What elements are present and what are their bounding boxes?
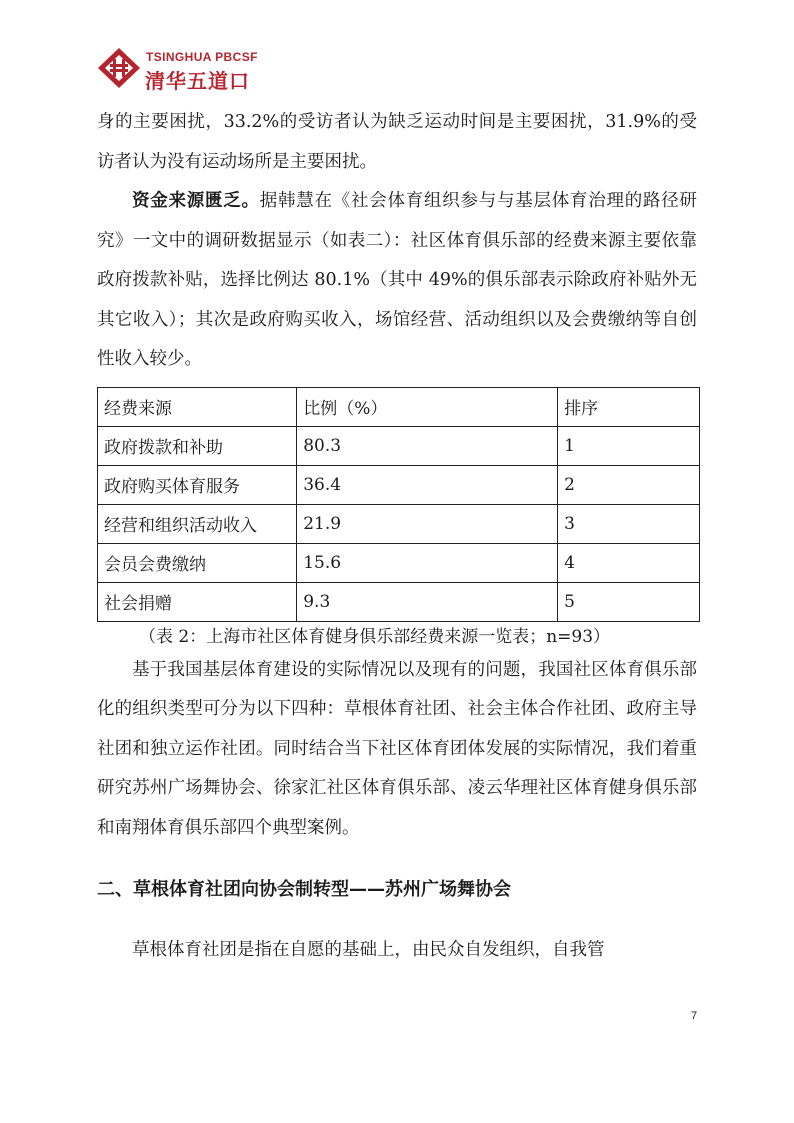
table-cell: 5 <box>558 582 700 621</box>
paragraph-text: 据韩慧在《社会体育组织参与与基层体育治理的路径研究》一文中的调研数据显示（如表二）：社区体育俱乐部的经费来源主要依靠政府拨款补贴，选择比例达 80.1%（其中 49%的俱乐部表示除政府补贴外无其它收入）；其次是政府购买收入，场馆经营、活动组织以及会费缴纳等自创性收入较少。 <box>97 191 697 369</box>
paragraph: 身的主要困扰，33.2%的受访者认为缺乏运动时间是主要困扰，31.9%的受访者认为没有运动场所是主要困扰。 <box>97 112 697 172</box>
table-cell: 经营和组织活动收入 <box>98 504 297 543</box>
table-cell: 2 <box>558 465 700 504</box>
paragraph: 草根体育社团是指在自愿的基础上，由民众自发组织，自我管 <box>132 940 605 960</box>
table-cell: 3 <box>558 504 700 543</box>
table-header-cell: 经费来源 <box>98 387 297 426</box>
table-row <box>98 582 700 621</box>
pbcsf-logo-icon <box>97 47 141 89</box>
funding-source-table <box>97 387 700 622</box>
table-row <box>98 426 700 465</box>
table-cell: 21.9 <box>297 504 558 543</box>
table-cell: 会员会费缴纳 <box>98 543 297 582</box>
section-heading: 二、草根体育社团向协会制转型——苏州广场舞协会 <box>97 879 511 900</box>
document-body <box>97 103 697 971</box>
table-row <box>98 465 700 504</box>
table-cell: 36.4 <box>297 465 558 504</box>
table-cell: 政府购买体育服务 <box>98 465 297 504</box>
table-cell: 4 <box>558 543 700 582</box>
table-row <box>98 504 700 543</box>
table-cell: 80.3 <box>297 426 558 465</box>
page-number: 7 <box>691 1010 698 1022</box>
table-cell: 9.3 <box>297 582 558 621</box>
paragraph <box>97 182 697 380</box>
table-cell: 社会捐赠 <box>98 582 297 621</box>
table-caption: （表 2：上海市社区体育健身俱乐部经费来源一览表；n=93） <box>139 626 611 647</box>
table-cell: 政府拨款和补助 <box>98 426 297 465</box>
table-header-cell: 排序 <box>558 387 700 426</box>
logo-chinese-text: 清华五道口 <box>145 69 250 93</box>
bold-lead: 资金来源匮乏。 <box>132 191 260 211</box>
table-header-cell: 比例（%） <box>297 387 558 426</box>
paragraph: 基于我国基层体育建设的实际情况以及现有的问题，我国社区体育俱乐部化的组织类型可分为以下四种：草根体育社团、社会主体合作社团、政府主导社团和独立运作社团。同时结合当下社区体育团体发展的实际情况，我们着重研究苏州广场舞协会、徐家汇社区体育俱乐部、凌云华理社区体育健身俱乐部和南翔体育俱乐部四个典型案例。 <box>97 659 697 838</box>
logo-english-text: TSINGHUA PBCSF <box>146 50 258 64</box>
table-row <box>98 543 700 582</box>
table-cell: 1 <box>558 426 700 465</box>
table-header-row <box>98 387 700 426</box>
table-cell: 15.6 <box>297 543 558 582</box>
